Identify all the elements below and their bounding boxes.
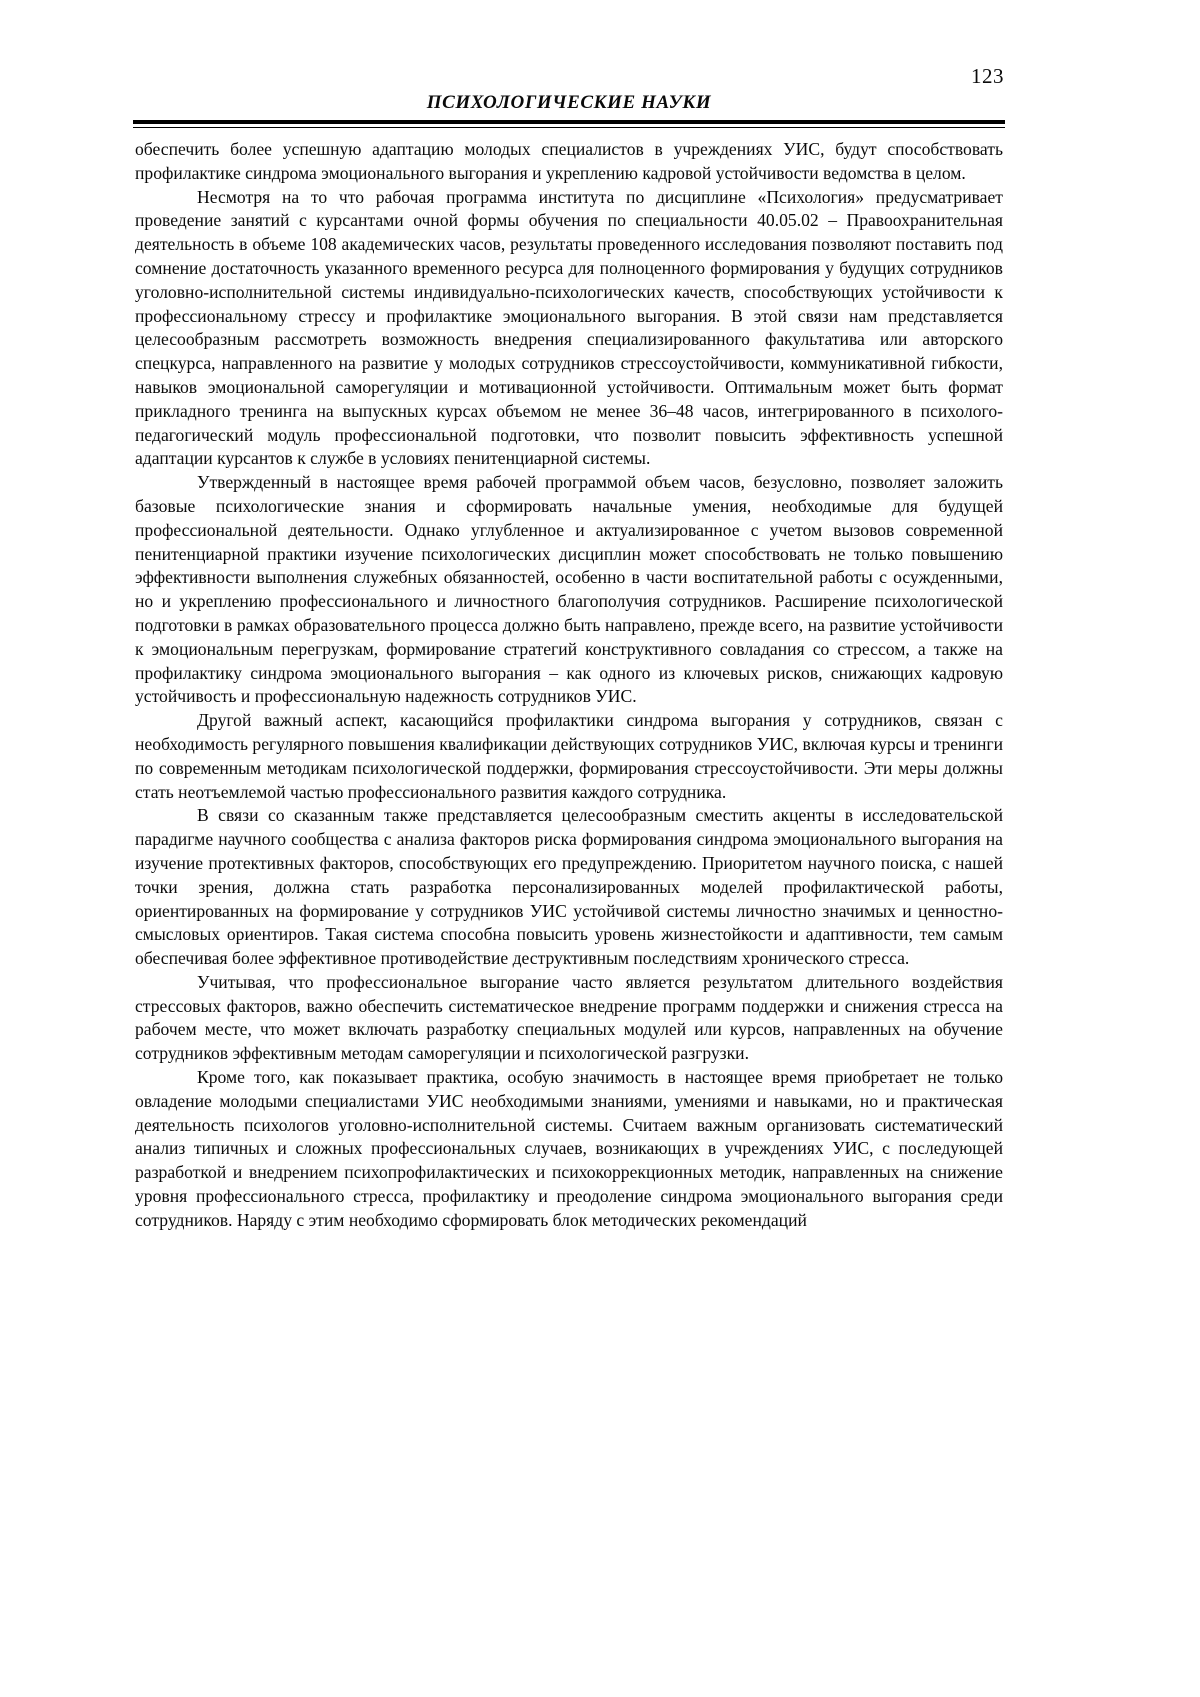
paragraph: Другой важный аспект, касающийся профилактики синдрома выгорания у сотрудников, связан с необходимость регулярного повышения квалификации действующих сотрудников УИС, включая курсы и тренинги по современным методикам психологической поддержки, формирования стрессоустойчивости. Эти меры должны стать неотъемлемой частью профессионального развития каждого сотрудника.	[135, 710, 1003, 802]
paragraph: Кроме того, как показывает практика, особую значимость в настоящее время приобретает не только овладение молодыми специалистами УИС необходимыми знаниями, умениями и навыками, но и практическая деятельность психологов уголовно-исполнительной системы. Считаем важным организовать систематический анализ типичных и сложных профессиональных случаев, возникающих в учреждениях УИС, с последующей разработкой и внедрением психопрофилактических и психокоррекционных методик, направленных на снижение уровня профессионального стресса, профилактику и преодоление синдрома эмоционального выгорания среди сотрудников. Наряду с этим необходимо сформировать блок методических рекомендаций	[135, 1067, 1003, 1230]
section-header: ПСИХОЛОГИЧЕСКИЕ НАУКИ	[426, 92, 712, 113]
paragraph: Несмотря на то что рабочая программа института по дисциплине «Психология» предусматривает проведение занятий с курсантами очной формы обучения по специальности 40.05.02 – Правоохранительная деятельность в объеме 108 академических часов, результаты проведенного исследования позволяют поставить под сомнение достаточность указанного временного ресурса для полноценного формирования у будущих сотрудников уголовно-исполнительной системы индивидуально-психологических качеств, способствующих устойчивости к профессиональному стрессу и профилактике эмоционального выгорания. В этой связи нам представляется целесообразным рассмотреть возможность внедрения специализированного факультатива или авторского спецкурса, направленного на развитие у молодых сотрудников стрессоустойчивости, коммуникативной гибкости, навыков эмоциональной саморегуляции и мотивационной устойчивости. Оптимальным может быть формат прикладного тренинга на выпускных курсах объемом не менее 36–48 часов, интегрированного в психолого-педагогический модуль профессиональной подготовки, что позволит повысить эффективность успешной адаптации курсантов к службе в условиях пенитенциарной системы.	[135, 186, 1003, 469]
header-divider-rule	[133, 120, 1005, 128]
page-number: 123	[971, 64, 1004, 88]
article-body	[135, 138, 1003, 1233]
paragraph: Учитывая, что профессиональное выгорание часто является результатом длительного воздействия стрессовых факторов, важно обеспечить систематическое внедрение программ поддержки и снижения стресса на рабочем месте, что может включать разработку специальных модулей или курсов, направленных на обучение сотрудников эффективным методам саморегуляции и психологической разгрузки.	[135, 971, 1003, 1064]
paragraph: Утвержденный в настоящее время рабочей программой объем часов, безусловно, позволяет заложить базовые психологические знания и сформировать начальные умения, необходимые для будущей профессиональной деятельности. Однако углубленное и актуализированное с учетом вызовов современной пенитенциарной практики изучение психологических дисциплин может способствовать не только повышению эффективности выполнения служебных обязанностей, особенно в части воспитательной работы с осужденными, но и укреплению профессионального и личностного благополучия сотрудников. Расширение психологической подготовки в рамках образовательного процесса должно быть направлено, прежде всего, на развитие устойчивости к эмоциональным перегрузкам, формирование стратегий конструктивного совладания со стрессом, а также на профилактику синдрома эмоционального выгорания – как одного из ключевых рисков, снижающих кадровую устойчивость и профессиональную надежность сотрудников УИС.	[135, 472, 1003, 707]
paragraph: обеспечить более успешную адаптацию молодых специалистов в учреждениях УИС, будут способствовать профилактике синдрома эмоционального выгорания и укреплению кадровой устойчивости ведомства в целом.	[135, 139, 1003, 183]
paragraph: В связи со сказанным также представляется целесообразным сместить акценты в исследовательской парадигме научного сообщества с анализа факторов риска формирования синдрома эмоционального выгорания на изучение протективных факторов, способствующих его предупреждению. Приоритетом научного поиска, с нашей точки зрения, должна стать разработка персонализированных моделей профилактической работы, ориентированных на формирование у сотрудников УИС устойчивой системы личностно значимых и ценностно-смысловых ориентиров. Такая система способна повысить уровень жизнестойкости и адаптивности, тем самым обеспечивая более эффективное противодействие деструктивным последствиям хронического стресса.	[135, 805, 1003, 969]
